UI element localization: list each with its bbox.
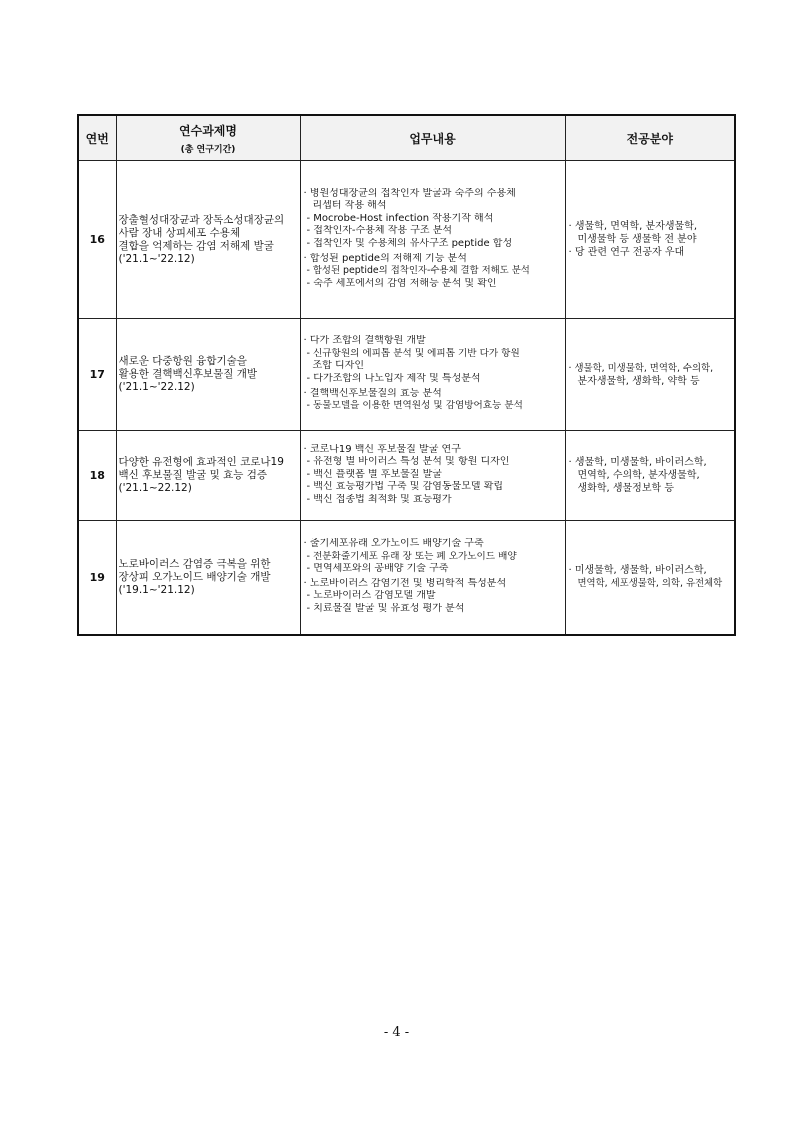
field-line: · 생물학, 미생물학, 면역학, 수의학, (568, 362, 714, 374)
content-line: · 병원성대장균의 접착인자 발굴과 숙주의 수용체 (303, 187, 516, 199)
field-line: 생화학, 생물정보학 등 (577, 483, 674, 494)
content-line: - 동물모델을 이용한 면역원성 및 감염방어효능 분석 (306, 400, 523, 412)
header-title (116, 115, 300, 161)
major-field (565, 521, 735, 635)
table-row (78, 521, 735, 635)
field-line: · 생물학, 미생물학, 바이러스학, (568, 457, 707, 468)
title-period: ('21.1~'22.12) (118, 381, 195, 393)
content-line: - 유전형 별 바이러스 특성 분석 및 항원 디자인 (306, 456, 510, 468)
content-line: - 접착인자-수용체 작용 구조 분석 (306, 225, 453, 237)
content-line: - 숙주 세포에서의 감염 저해능 분석 및 확인 (306, 277, 497, 289)
major-field (565, 431, 735, 521)
content-line: - 전분화줄기세포 유래 장 또는 폐 오가노이드 배양 (306, 550, 517, 562)
major-field (565, 161, 735, 319)
header-field: 전공분야 (565, 115, 735, 161)
title-period: ('21.1~'22.12) (118, 252, 195, 265)
work-content (300, 521, 565, 635)
title-line: 결합을 억제하는 감염 저해제 발굴 (118, 239, 274, 252)
table-row (78, 161, 735, 319)
content-line: - 백신 접종법 최적화 및 효능평가 (306, 493, 452, 505)
content-line: 리셉터 작용 해석 (312, 200, 387, 212)
content-line: - 다가조합의 나노입자 제작 및 특성분석 (306, 373, 481, 384)
content-line: - 치료물질 발굴 및 유효성 평가 분석 (306, 602, 465, 614)
field-line: · 미생물학, 생물학, 바이러스학, (568, 565, 707, 577)
title-line: 백신 후보물질 발굴 및 효능 검증 (118, 469, 268, 481)
row-number: 19 (78, 521, 116, 635)
content-line: - Mocrobe-Host infection 작용기작 해석 (306, 212, 494, 224)
content-line: 조합 디자인 (312, 360, 364, 372)
title-line: 사람 장내 상피세포 수용체 (118, 226, 241, 239)
row-number: 18 (78, 431, 116, 521)
title-line: 다양한 유전형에 효과적인 코로나19 (118, 456, 284, 468)
title-line: 장출혈성대장균과 장독소성대장균의 (118, 213, 285, 226)
header-content: 업무내용 (300, 115, 565, 161)
work-content (300, 319, 565, 431)
row-number: 16 (78, 161, 116, 319)
topic-title (116, 431, 300, 521)
table-row (78, 319, 735, 431)
title-line: 활용한 결핵백신후보물질 개발 (118, 368, 258, 380)
table-row (78, 431, 735, 521)
topic-title (116, 161, 300, 319)
topic-title (116, 521, 300, 635)
page-number: - 4 - (383, 1025, 410, 1040)
field-line: 분자생물학, 생화학, 약학 등 (577, 375, 700, 387)
content-line: - 노로바이러스 감염모델 개발 (306, 590, 436, 602)
field-line: 면역학, 세포생물학, 의학, 유전체학 (577, 578, 723, 590)
field-line: · 당 관련 연구 전공자 우대 (568, 247, 685, 258)
content-line: · 줄기세포유래 오가노이드 배양기술 구축 (303, 537, 484, 549)
content-line: · 합성된 peptide의 저해제 기능 분석 (303, 252, 467, 264)
header-no: 연번 (78, 115, 116, 161)
work-content (300, 431, 565, 521)
topic-title (116, 319, 300, 431)
title-line: 노로바이러스 감염증 극복을 위한 (118, 557, 271, 570)
content-line: - 신규항원의 에피톱 분석 및 에피톱 기반 다가 항원 (306, 347, 520, 359)
research-topics-table (77, 114, 736, 636)
title-line: 장상피 오가노이드 배양기술 개발 (118, 570, 271, 583)
content-line: · 코로나19 백신 후보물질 발굴 연구 (303, 443, 461, 455)
row-number: 17 (78, 319, 116, 431)
table-header-row (78, 115, 735, 161)
field-line: 면역학, 수의학, 분자생물학, (577, 470, 700, 481)
content-line: · 다가 조합의 결핵항원 개발 (303, 335, 426, 347)
header-title-sub: (총 연구기간) (180, 144, 236, 155)
field-line: 미생물학 등 생물학 전 분야 (577, 234, 697, 245)
content-line: · 노로바이러스 감염기전 및 병리학적 특성분석 (303, 577, 507, 589)
content-line: - 백신 플랫폼 별 후보물질 발굴 (306, 468, 442, 480)
content-line: · 결핵백신후보물질의 효능 분석 (303, 387, 442, 399)
content-line: - 접착인자 및 수용체의 유사구조 peptide 합성 (306, 238, 513, 249)
content-line: - 면역세포와의 공배양 기술 구축 (306, 563, 449, 575)
work-content (300, 161, 565, 319)
content-line: - 백신 효능평가법 구축 및 감염동물모델 확립 (306, 481, 504, 493)
title-line: 새로운 다중항원 융합기술을 (118, 355, 247, 367)
title-period: ('19.1~'21.12) (118, 583, 195, 596)
content-line: - 합성된 peptide의 접착인자-수용체 결합 저해도 분석 (306, 265, 530, 277)
field-line: · 생물학, 면역학, 분자생물학, (568, 221, 698, 232)
header-title-label: 연수과제명 (179, 123, 237, 138)
major-field (565, 319, 735, 431)
title-period: ('21.1~22.12) (118, 482, 192, 494)
